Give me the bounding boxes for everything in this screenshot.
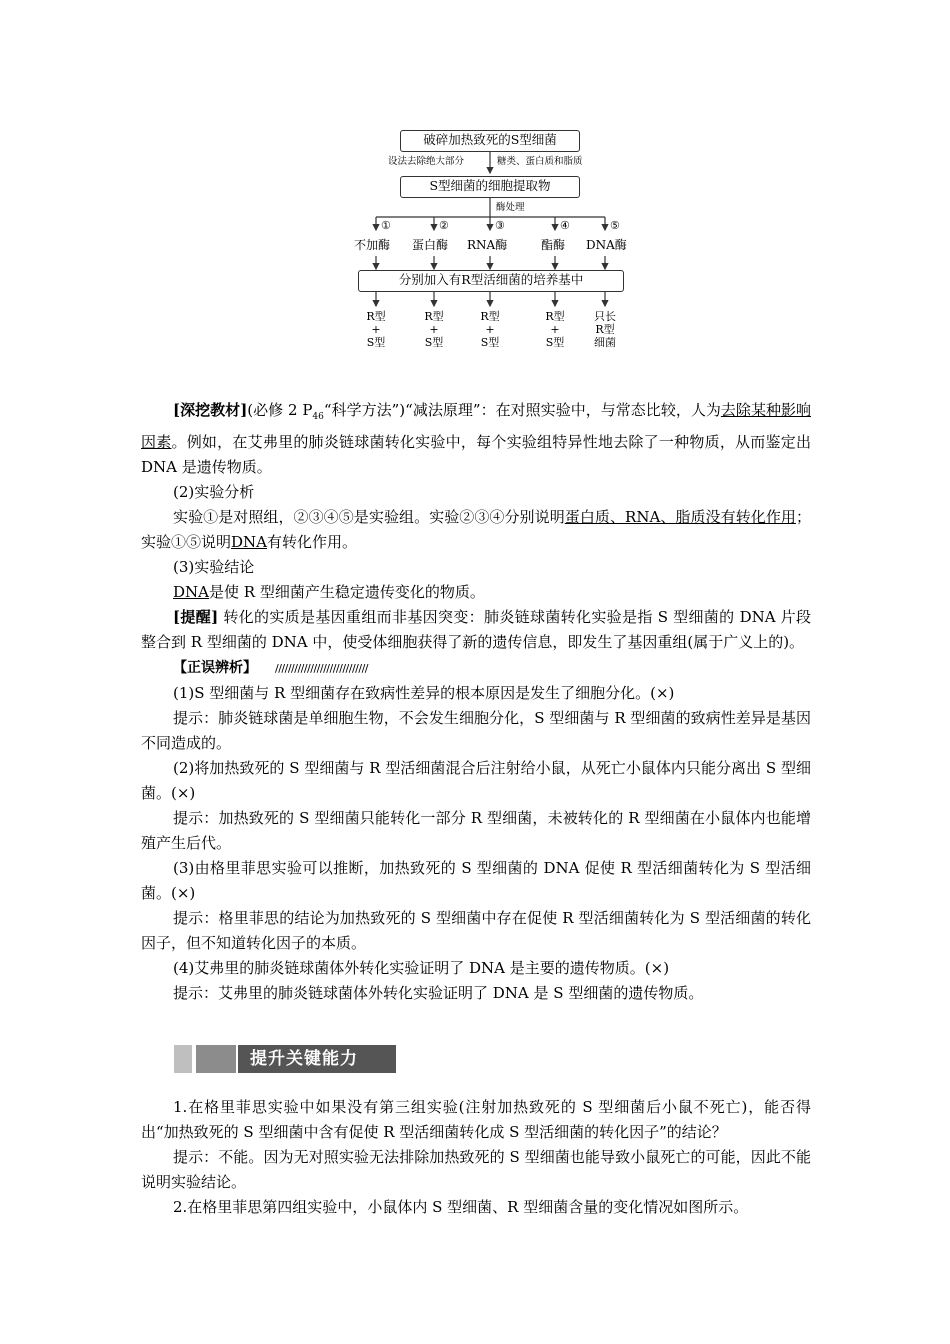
- tf-item-4: (4)艾弗里的肺炎链球菌体外转化实验证明了 DNA 是主要的遗传物质。(×): [173, 959, 670, 977]
- tf-item-2: (2)将加热致死的 S 型细菌与 R 型活细菌混合后注射给小鼠，从死亡小鼠体内只能分离出 S 型细菌。(×): [141, 759, 811, 802]
- result-5: 只长 R型 细菌: [594, 310, 616, 349]
- note-remove-most: 设法去除绝大部分: [388, 156, 465, 167]
- paragraph-reminder: [提醒] 转化的实质是基因重组而非基因突变：肺炎链球菌转化实验是指 S 型细菌的 DNA 片段整合到 R 型细菌的 DNA 中，使受体细胞获得了新的遗传信息，即发生了基因重组(属于广义上的)。: [141, 608, 811, 651]
- experiment-flow-diagram: [340, 120, 640, 365]
- branch-num-4: ④: [560, 219, 570, 232]
- result-2: R型 + S型: [424, 310, 444, 349]
- note-enzyme-treatment: 酶处理: [496, 202, 525, 213]
- branch-num-2: ②: [439, 219, 449, 232]
- question-2: 2.在格里菲思第四组实验中，小鼠体内 S 型细菌、R 型细菌含量的变化情况如图所示。: [173, 1198, 749, 1216]
- question-1-hint: 提示：不能。因为无对照实验无法排除加热致死的 S 型细菌也能导致小鼠死亡的可能，因此不能说明实验结论。: [141, 1148, 811, 1191]
- enzyme-none: 不加酶: [354, 238, 391, 252]
- heading-analysis: (2)实验分析: [173, 483, 255, 501]
- tf-item-1: (1)S 型细菌与 R 型细菌存在致病性差异的根本原因是发生了细胞分化。(×): [173, 684, 675, 702]
- tf-hint-1: 提示：肺炎链球菌是单细胞生物，不会发生细胞分化，S 型细菌与 R 型细菌的致病性差异是基因不同造成的。: [141, 709, 811, 752]
- note-sugar-protein-lipid: 糖类、蛋白质和脂质: [497, 156, 583, 167]
- enzyme-rnase: RNA酶: [467, 238, 508, 252]
- branch-num-3: ③: [495, 219, 505, 232]
- tf-item-3: (3)由格里菲思实验可以推断，加热致死的 S 型细菌的 DNA 促使 R 型活细菌转化为 S 型活细菌。(×): [141, 859, 811, 902]
- branch-num-5: ⑤: [610, 219, 620, 232]
- heading-true-false: 【正误辨析】 /////////////////////////////: [173, 660, 368, 676]
- box-culture-medium: 分别加入有R型活细菌的培养基中: [358, 270, 624, 292]
- paragraph-conclusion: DNA是使 R 型细菌产生稳定遗传变化的物质。: [173, 583, 485, 601]
- result-1: R型 + S型: [366, 310, 386, 349]
- heading-conclusion: (3)实验结论: [173, 558, 255, 576]
- tf-hint-4: 提示：艾弗里的肺炎链球菌体外转化实验证明了 DNA 是 S 型细菌的遗传物质。: [173, 984, 704, 1002]
- section-banner: [174, 1045, 396, 1073]
- banner-block-mid: [196, 1045, 236, 1073]
- text-section-analysis: [141, 398, 811, 1006]
- paragraph-analysis: 实验①是对照组，②③④⑤是实验组。实验②③④分别说明蛋白质、RNA、脂质没有转化作用；实验①⑤说明DNA有转化作用。: [141, 508, 811, 551]
- result-4: R型 + S型: [545, 310, 565, 349]
- tf-hint-3: 提示：格里菲思的结论为加热致死的 S 型细菌中存在促使 R 型活细菌转化为 S 型活细菌的转化因子，但不知道转化因子的本质。: [141, 909, 811, 952]
- enzyme-esterase: 酯酶: [541, 238, 566, 252]
- tf-hint-2: 提示：加热致死的 S 型细菌只能转化一部分 R 型细菌，未被转化的 R 型细菌在小鼠体内也能增殖产生后代。: [141, 809, 811, 852]
- text-section-key-ability: [141, 1095, 811, 1220]
- enzyme-protease: 蛋白酶: [412, 238, 449, 252]
- branch-num-1: ①: [381, 219, 391, 232]
- box-s-cell-extract: S型细菌的细胞提取物: [400, 176, 580, 198]
- box-heat-killed-s-bacteria: 破碎加热致死的S型细菌: [400, 130, 580, 152]
- banner-title: 提升关键能力: [238, 1045, 396, 1073]
- banner-block-light: [174, 1045, 192, 1073]
- enzyme-dnase: DNA酶: [586, 238, 627, 252]
- paragraph-textbook-note: [深挖教材](必修 2 $P_{46}“$科学方法”)“减法原理”：在对照实验中，与常态比较，人为去除某种影响因素。例如，在艾弗里的肺炎链球菌转化实验中，每个实验组特异性地去除了一种物质，从而鉴定出 DNA 是遗传物质。: [141, 401, 811, 476]
- question-1: 1.在格里菲思实验中如果没有第三组实验(注射加热致死的 S 型细菌后小鼠不死亡)，能否得出“加热致死的 S 型细菌中含有促使 R 型活细菌转化成 S 型活细菌的转化因子”的结论？: [141, 1098, 811, 1141]
- result-3: R型 + S型: [480, 310, 500, 349]
